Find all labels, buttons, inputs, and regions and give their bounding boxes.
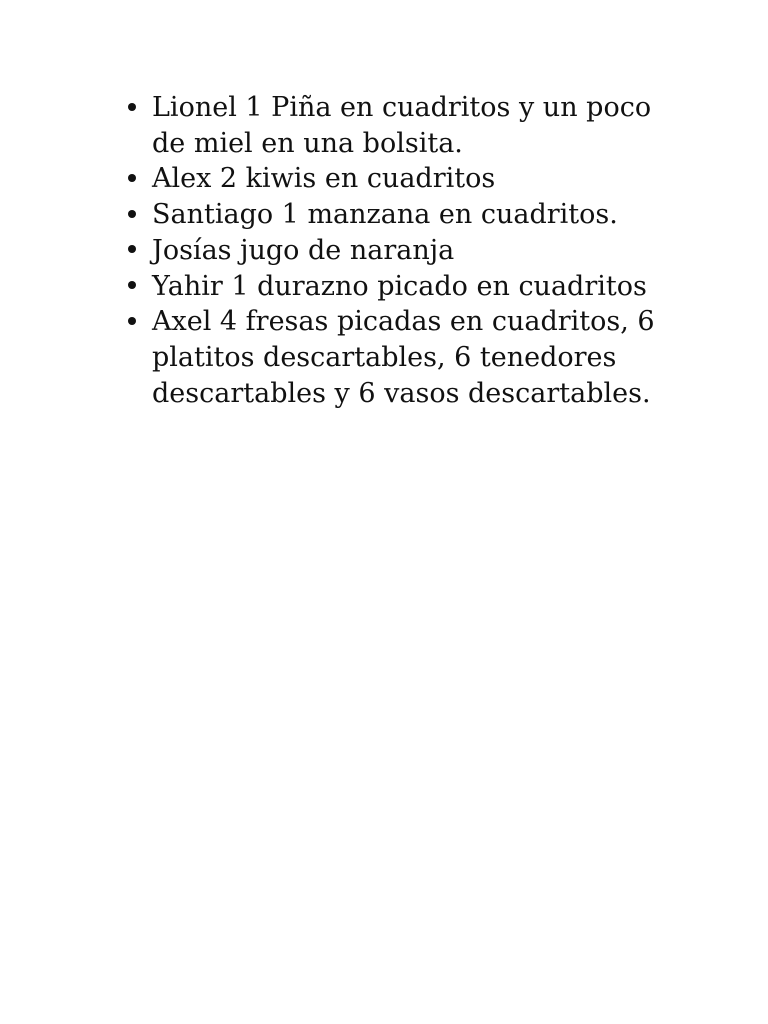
bullet-icon bbox=[128, 304, 148, 340]
list-item-text: Santiago 1 manzana en cuadritos. bbox=[152, 199, 618, 231]
bullet-icon bbox=[128, 269, 148, 305]
list-item bbox=[124, 269, 684, 305]
list-item bbox=[124, 304, 684, 411]
bullet-icon bbox=[128, 233, 148, 269]
list-item-text: Josías jugo de naranja bbox=[152, 234, 455, 266]
list-item-text: Axel 4 fresas picadas en cuadritos, 6 platitos descartables, 6 tenedores descartables y 6 vasos descartables. bbox=[152, 306, 655, 409]
list-item bbox=[124, 161, 684, 197]
bulleted-list bbox=[124, 90, 684, 411]
bullet-icon bbox=[128, 197, 148, 233]
bullet-icon bbox=[128, 161, 148, 197]
bullet-icon bbox=[128, 90, 148, 126]
list-item-text: Lionel 1 Piña en cuadritos y un poco de miel en una bolsita. bbox=[152, 92, 652, 159]
list-item-text: Yahir 1 durazno picado en cuadritos bbox=[152, 270, 647, 302]
list-item-text: Alex 2 kiwis en cuadritos bbox=[152, 163, 496, 195]
list-item bbox=[124, 90, 684, 161]
list-item bbox=[124, 233, 684, 269]
list-item bbox=[124, 197, 684, 233]
